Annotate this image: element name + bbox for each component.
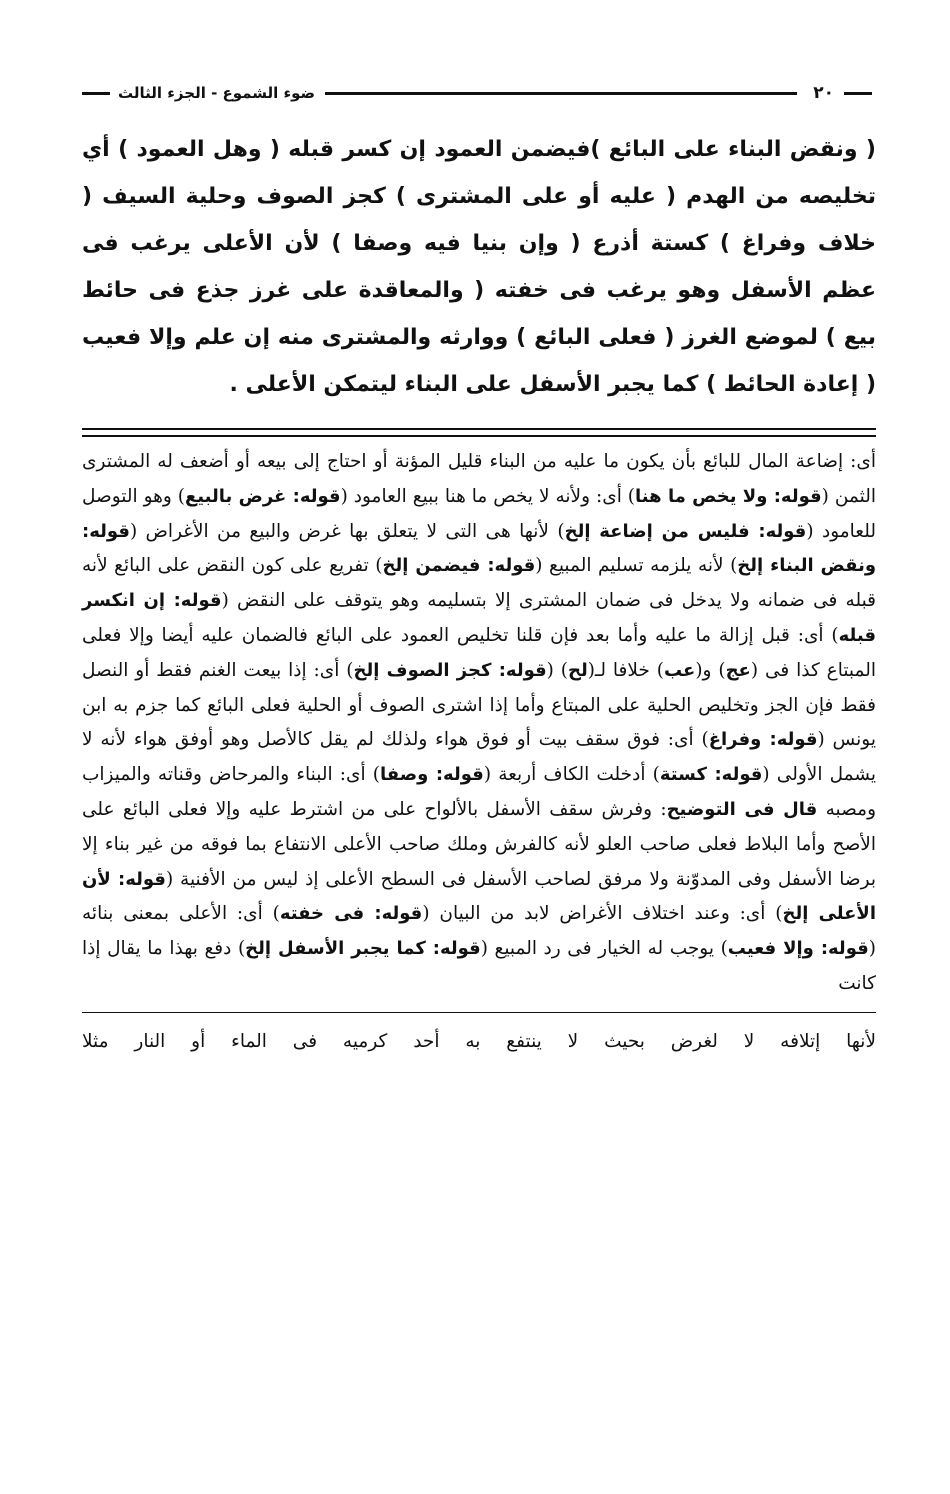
- main-text: ( ونقض البناء على البائع )فيضمن العمود إن كسر قبله ( وهل العمود ) أي تخليصه من الهدم ( عليه أو على المشترى ) كجز الصوف وحلية السيف ( خلاف وفراغ ) كستة أذرع ( وإن بنيا فيه وصفا ) لأن الأعلى يرغب فى عظم الأسفل وهو يرغب فى خفته ( والمعاقدة على غرز جذع فى حائط بيع ) لموضع الغرز ( فعلى البائع ) ووارثه والمشترى منه إن علم وإلا فعيب ( إعادة الحائط ) كما يجبر الأسفل على البناء ليتمكن الأعلى .: [82, 137, 876, 397]
- commentary-headword: قوله: وصفا: [380, 764, 484, 786]
- commentary-segment: ) لأنه يلزمه تسليم المبيع (: [535, 555, 738, 577]
- commentary-segment: ) (: [546, 659, 568, 681]
- commentary-segment: ) أى: الأعلى بمعنى بنائه (: [82, 903, 876, 960]
- commentary-segment: ) و(: [695, 659, 726, 681]
- commentary-headword: قوله: لأن الأعلى إلخ: [82, 868, 876, 925]
- commentary-headword: قوله: وإلا فعيب: [727, 938, 869, 960]
- commentary-headword: قوله: ونقض البناء إلخ: [82, 520, 877, 577]
- header-rule: [325, 92, 797, 95]
- commentary-headword: عب: [663, 659, 696, 681]
- commentary-headword: قوله: ولا يخص ما هنا: [635, 485, 822, 507]
- commentary-segment: ) تفريع على كون النقض على البائع لأنه قبله فى ضمانه ولا يدخل فى ضمان المشترى إلا بتسليمه وهو يتوقف على النقض (: [82, 555, 877, 612]
- double-divider: [82, 428, 876, 437]
- commentary-headword: قوله: فى خفته: [279, 903, 423, 925]
- commentary-headword: قوله: فليس من إضاعة إلخ: [564, 520, 807, 542]
- commentary-segment: ) دفع بهذا ما يقال إذا كانت: [82, 938, 876, 994]
- commentary-segment: أى: إضاعة المال للبائع بأن يكون ما عليه من البناء قليل المؤنة أو احتاج إلى بيعه أو أضعف له المشترى الثمن (: [82, 451, 876, 507]
- commentary-segment: : وفرش سقف الأسفل بالألواح على من اشترط عليه وإلا فعلى البائع على الأصح وأما البلاط فعلى صاحب العلو لأنه كالفرش وملك صاحب الأعلى الانتفاع بما فوقه من غير بناء إلا برضا الأسفل وفى المدوّنة ولا مرفق لصاحب الأسفل فى السطح الأعلى إذ ليس من الأفنية (: [82, 798, 876, 890]
- commentary-segment: ) خلافا لـ(: [587, 659, 664, 681]
- commentary-headword: قال فى التوضيح: [666, 798, 818, 820]
- commentary-segment: ) يوجب له الخيار فى رد المبيع (: [480, 938, 728, 960]
- commentary-headword: قوله: غرض بالبيع: [185, 485, 341, 507]
- footnote-divider: [82, 1012, 876, 1013]
- commentary-headword: قوله: وفراغ: [708, 729, 818, 751]
- commentary-text: [82, 445, 876, 1002]
- commentary-segment: ) أدخلت الكاف أربعة (: [483, 764, 660, 786]
- page-header: [82, 70, 876, 116]
- commentary-segment: ) أى: قبل إزالة ما عليه وأما بعد فإن قلنا تخليص العمود على البائع فالضمان عليه أيضا وإلا فعلى المبتاع كذا فى (: [82, 624, 876, 681]
- commentary-headword: قوله: كجز الصوف إلخ: [353, 659, 547, 681]
- commentary-headword: قوله: كستة: [659, 764, 763, 786]
- commentary-headword: قوله: فيضمن إلخ: [382, 555, 536, 577]
- commentary-segment: ) أى: ولأنه لا يخص ما هنا ببيع العامود (: [340, 485, 636, 507]
- commentary-headword: قوله: كما يجبر الأسفل إلخ: [245, 938, 481, 960]
- page-number: ٢٠: [813, 83, 834, 103]
- commentary-headword: لح: [567, 659, 588, 681]
- header-dash-end: [82, 92, 110, 95]
- commentary-segment: ) أى: وعند اختلاف الأغراض لابد من البيان (: [422, 903, 783, 925]
- commentary-headword: قوله: إن انكسر قبله: [82, 590, 876, 646]
- commentary-segment: ) أى: إذا بيعت الغنم فقط أو النصل فقط فإن الجز وتخليص الحلية على المبتاع وأما إذا اشترى الصوف أو الحلية فعلى البائع كما جزم به ابن يونس (: [82, 659, 876, 751]
- footnote-text: لأنها إتلافه لا لغرض بحيث لا ينتفع به أحد كرميه فى الماء أو النار مثلا: [82, 1030, 876, 1052]
- book-page: [82, 70, 876, 1059]
- running-title: ضوء الشموع - الجزء الثالث: [118, 84, 316, 102]
- commentary-segment: ) أى: فوق سقف بيت أو فوق هواء ولذلك لم يقل كالأصل وهو أوفق هواء لأنه لا يشمل الأولى (: [82, 729, 876, 786]
- commentary-segment: ) لأنها هى التى لا يتعلق بها غرض والبيع من الأغراض (: [129, 520, 565, 542]
- commentary-segment: ) أى: البناء والمرحاض وقناته والميزاب ومصبه: [82, 764, 877, 820]
- commentary-headword: عج: [725, 659, 751, 681]
- header-dash: [844, 92, 872, 95]
- commentary-segment: ) وهو التوصل للعامود (: [82, 485, 876, 542]
